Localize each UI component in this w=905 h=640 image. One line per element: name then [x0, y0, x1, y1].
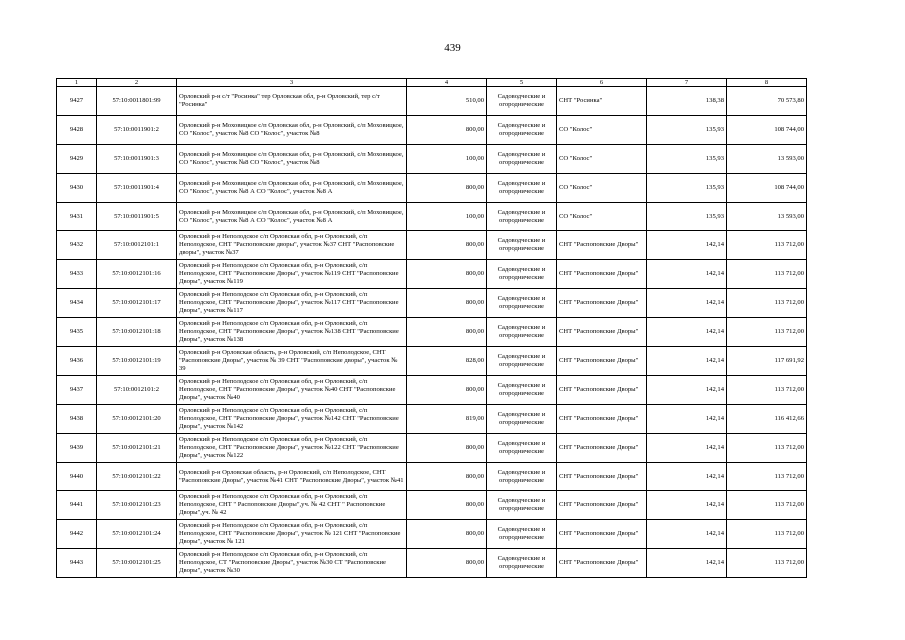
- cadastral-number: 57:10:0012101:21: [97, 433, 177, 462]
- row-number: 9427: [57, 87, 97, 116]
- table-row: [57, 549, 807, 578]
- cadastral-rate: 142,14: [647, 375, 727, 404]
- cadastral-number: 57:10:0012101:18: [97, 318, 177, 347]
- cadastral-number: 57:10:0011901:2: [97, 115, 177, 144]
- land-use-category: Садоводческие и огороднические: [487, 231, 557, 260]
- cadastral-number: 57:10:0012101:23: [97, 491, 177, 520]
- address: Орловский р-н Орловская область, р-н Орловский, с/п Неполодское, СНТ "Распоповские Дворы", участок №41 СНТ "Распоповские Дворы", участок №41: [177, 462, 407, 491]
- land-use-category: Садоводческие и огороднические: [487, 491, 557, 520]
- page-number: 439: [444, 42, 461, 54]
- table-row: [57, 289, 807, 318]
- address: Орловский р-н Неполодское с/п Орловская обл, р-н Орловский, с/п Неполодское, СНТ "Распоповские Дворы", участок №119 СНТ "Распоповские Дворы", участок №119: [177, 260, 407, 289]
- owner-name: СНТ "Распоповские Дворы": [557, 260, 647, 289]
- owner-name: СНТ "Распоповские Дворы": [557, 289, 647, 318]
- cadastral-rate: 142,14: [647, 289, 727, 318]
- cadastral-cost: 108 744,00: [727, 173, 807, 202]
- cadastral-rate: 142,14: [647, 318, 727, 347]
- column-header: 8: [727, 79, 807, 87]
- area: 100,00: [407, 144, 487, 173]
- cadastral-cost: 113 712,00: [727, 520, 807, 549]
- address: Орловский р-н Моховицкое с/п Орловская обл, р-н Орловский, с/п Моховицкое, СО "Колос", участок №8 СО "Колос", участок №8: [177, 144, 407, 173]
- area: 800,00: [407, 318, 487, 347]
- owner-name: СНТ "Распоповские Дворы": [557, 433, 647, 462]
- land-use-category: Садоводческие и огороднические: [487, 404, 557, 433]
- column-header: 1: [57, 79, 97, 87]
- row-number: 9431: [57, 202, 97, 231]
- cadastral-cost: 113 712,00: [727, 462, 807, 491]
- land-registry-table: [56, 78, 807, 578]
- column-number-row: [57, 79, 807, 87]
- area: 510,00: [407, 87, 487, 116]
- area: 819,00: [407, 404, 487, 433]
- address: Орловский р-н Неполодское с/п Орловская обл, р-н Орловский, с/п Неполодское, СНТ "Распоповские Дворы", участок №117 СНТ "Распоповские Дворы", участок №117: [177, 289, 407, 318]
- address: Орловский р-н Неполодское с/п Орловская обл, р-н Орловский, с/п Неполодское, СНТ "Распоповские Дворы", участок №138 СНТ "Распоповские Дворы", участок №138: [177, 318, 407, 347]
- cadastral-cost: 108 744,00: [727, 115, 807, 144]
- owner-name: СНТ "Распоповские Дворы": [557, 404, 647, 433]
- cadastral-cost: 13 593,00: [727, 202, 807, 231]
- cadastral-cost: 113 712,00: [727, 318, 807, 347]
- cadastral-rate: 135,93: [647, 144, 727, 173]
- table-row: [57, 144, 807, 173]
- row-number: 9437: [57, 375, 97, 404]
- land-use-category: Садоводческие и огороднические: [487, 318, 557, 347]
- row-number: 9435: [57, 318, 97, 347]
- cadastral-rate: 135,93: [647, 173, 727, 202]
- row-number: 9440: [57, 462, 97, 491]
- table-row: [57, 173, 807, 202]
- address: Орловский р-н с/т "Росинка" тер Орловская обл, р-н Орловский, тер с/т "Росинка": [177, 87, 407, 116]
- cadastral-cost: 113 712,00: [727, 375, 807, 404]
- address: Орловский р-н Моховицкое с/п Орловская обл, р-н Орловский, с/п Моховицкое, СО "Колос", участок №8 СО "Колос", участок №8: [177, 115, 407, 144]
- area: 800,00: [407, 375, 487, 404]
- land-use-category: Садоводческие и огороднические: [487, 144, 557, 173]
- owner-name: СНТ "Распоповские Дворы": [557, 231, 647, 260]
- cadastral-cost: 13 593,00: [727, 144, 807, 173]
- land-use-category: Садоводческие и огороднические: [487, 115, 557, 144]
- address: Орловский р-н Моховицкое с/п Орловская обл, р-н Орловский, с/п Моховицкое, СО "Колос", участок №8 А СО "Колос", участок №8 А: [177, 202, 407, 231]
- cadastral-number: 57:10:0011901:5: [97, 202, 177, 231]
- row-number: 9430: [57, 173, 97, 202]
- table-row: [57, 404, 807, 433]
- land-use-category: Садоводческие и огороднические: [487, 347, 557, 376]
- cadastral-cost: 113 712,00: [727, 433, 807, 462]
- owner-name: СНТ "Распоповские Дворы": [557, 549, 647, 578]
- table-body: [57, 87, 807, 578]
- area: 800,00: [407, 173, 487, 202]
- cadastral-rate: 142,14: [647, 347, 727, 376]
- owner-name: СО "Колос": [557, 144, 647, 173]
- table-row: [57, 318, 807, 347]
- address: Орловский р-н Неполодское с/п Орловская обл, р-н Орловский, с/п Неполодское, СНТ "Распоповские Дворы", участок №142 СНТ "Распоповские Дворы", участок №142: [177, 404, 407, 433]
- cadastral-rate: 142,14: [647, 260, 727, 289]
- cadastral-rate: 135,93: [647, 115, 727, 144]
- area: 800,00: [407, 462, 487, 491]
- area: 100,00: [407, 202, 487, 231]
- cadastral-rate: 138,38: [647, 87, 727, 116]
- area: 800,00: [407, 260, 487, 289]
- table-row: [57, 433, 807, 462]
- owner-name: СНТ "Распоповские Дворы": [557, 491, 647, 520]
- cadastral-cost: 113 712,00: [727, 549, 807, 578]
- address: Орловский р-н Орловская область, р-н Орловский, с/п Неполодское, СНТ "Распоповские Дворы", участок № 39 СНТ "Распоповские дворы", участок № 39: [177, 347, 407, 376]
- cadastral-rate: 142,14: [647, 433, 727, 462]
- land-use-category: Садоводческие и огороднические: [487, 87, 557, 116]
- column-header: 7: [647, 79, 727, 87]
- cadastral-number: 57:10:0012101:19: [97, 347, 177, 376]
- table-row: [57, 87, 807, 116]
- area: 800,00: [407, 520, 487, 549]
- table-row: [57, 375, 807, 404]
- owner-name: СО "Колос": [557, 173, 647, 202]
- table-row: [57, 347, 807, 376]
- cadastral-rate: 142,14: [647, 491, 727, 520]
- land-use-category: Садоводческие и огороднические: [487, 173, 557, 202]
- row-number: 9433: [57, 260, 97, 289]
- row-number: 9443: [57, 549, 97, 578]
- row-number: 9439: [57, 433, 97, 462]
- row-number: 9432: [57, 231, 97, 260]
- cadastral-cost: 70 573,80: [727, 87, 807, 116]
- area: 828,00: [407, 347, 487, 376]
- area: 800,00: [407, 289, 487, 318]
- land-use-category: Садоводческие и огороднические: [487, 462, 557, 491]
- table-row: [57, 462, 807, 491]
- cadastral-cost: 113 712,00: [727, 491, 807, 520]
- land-use-category: Садоводческие и огороднические: [487, 260, 557, 289]
- address: Орловский р-н Неполодское с/п Орловская обл, р-н Орловский, с/п Неполодское, СНТ "Распоповские Дворы", участок №40 СНТ "Распоповские Дворы", участок №40: [177, 375, 407, 404]
- owner-name: СО "Колос": [557, 202, 647, 231]
- cadastral-rate: 142,14: [647, 462, 727, 491]
- land-use-category: Садоводческие и огороднические: [487, 202, 557, 231]
- owner-name: СНТ "Распоповские Дворы": [557, 375, 647, 404]
- cadastral-number: 57:10:0012101:22: [97, 462, 177, 491]
- cadastral-rate: 142,14: [647, 404, 727, 433]
- column-header: 5: [487, 79, 557, 87]
- land-use-category: Садоводческие и огороднические: [487, 520, 557, 549]
- area: 800,00: [407, 491, 487, 520]
- row-number: 9438: [57, 404, 97, 433]
- owner-name: СНТ "Распоповские Дворы": [557, 347, 647, 376]
- cadastral-rate: 142,14: [647, 520, 727, 549]
- row-number: 9442: [57, 520, 97, 549]
- address: Орловский р-н Неполодское с/п Орловская обл, р-н Орловский, с/п Неполодское, СНТ " Распоповские Дворы",уч. № 42 СНТ " Распоповские Дворы",уч. № 42: [177, 491, 407, 520]
- cadastral-cost: 113 712,00: [727, 260, 807, 289]
- column-header: 6: [557, 79, 647, 87]
- address: Орловский р-н Неполодское с/п Орловская обл, р-н Орловский, с/п Неполодское, СТ "Распоповские Дворы", участок №30 СТ "Распоповские Дворы", участок №30: [177, 549, 407, 578]
- land-use-category: Садоводческие и огороднические: [487, 289, 557, 318]
- column-header: 3: [177, 79, 407, 87]
- owner-name: СНТ "Росинка": [557, 87, 647, 116]
- land-use-category: Садоводческие и огороднические: [487, 549, 557, 578]
- table-row: [57, 491, 807, 520]
- table-row: [57, 115, 807, 144]
- cadastral-number: 57:10:0011901:4: [97, 173, 177, 202]
- area: 800,00: [407, 549, 487, 578]
- row-number: 9434: [57, 289, 97, 318]
- cadastral-cost: 113 712,00: [727, 289, 807, 318]
- cadastral-number: 57:10:0012101:2: [97, 375, 177, 404]
- area: 800,00: [407, 231, 487, 260]
- owner-name: СНТ "Распоповские Дворы": [557, 520, 647, 549]
- cadastral-cost: 116 412,66: [727, 404, 807, 433]
- table-row: [57, 231, 807, 260]
- address: Орловский р-н Моховицкое с/п Орловская обл, р-н Орловский, с/п Моховицкое, СО "Колос", участок №8 А СО "Колос", участок №8 А: [177, 173, 407, 202]
- land-use-category: Садоводческие и огороднические: [487, 433, 557, 462]
- address: Орловский р-н Неполодское с/п Орловская обл, р-н Орловский, с/п Неполодское, СНТ "Распоповские Дворы", участок № 121 СНТ "Распоповские Дворы", участок № 121: [177, 520, 407, 549]
- column-header: 2: [97, 79, 177, 87]
- column-header: 4: [407, 79, 487, 87]
- owner-name: СНТ "Распоповские Дворы": [557, 462, 647, 491]
- cadastral-rate: 135,93: [647, 202, 727, 231]
- cadastral-number: 57:10:0012101:20: [97, 404, 177, 433]
- cadastral-number: 57:10:0012101:24: [97, 520, 177, 549]
- address: Орловский р-н Неполодское с/п Орловская обл, р-н Орловский, с/п Неполодское, СНТ "Распоповские Дворы", участок №122 СНТ "Распоповские Дворы", участок №122: [177, 433, 407, 462]
- cadastral-number: 57:10:0012101:16: [97, 260, 177, 289]
- row-number: 9429: [57, 144, 97, 173]
- cadastral-cost: 113 712,00: [727, 231, 807, 260]
- area: 800,00: [407, 115, 487, 144]
- cadastral-number: 57:10:0011901:3: [97, 144, 177, 173]
- cadastral-number: 57:10:0012101:1: [97, 231, 177, 260]
- land-use-category: Садоводческие и огороднические: [487, 375, 557, 404]
- cadastral-number: 57:10:0012101:17: [97, 289, 177, 318]
- table-row: [57, 202, 807, 231]
- cadastral-rate: 142,14: [647, 231, 727, 260]
- cadastral-number: 57:10:0012101:25: [97, 549, 177, 578]
- cadastral-cost: 117 691,92: [727, 347, 807, 376]
- table-row: [57, 260, 807, 289]
- cadastral-number: 57:10:0011801:99: [97, 87, 177, 116]
- owner-name: СНТ "Распоповские Дворы": [557, 318, 647, 347]
- row-number: 9436: [57, 347, 97, 376]
- table-row: [57, 520, 807, 549]
- row-number: 9428: [57, 115, 97, 144]
- owner-name: СО "Колос": [557, 115, 647, 144]
- row-number: 9441: [57, 491, 97, 520]
- address: Орловский р-н Неполодское с/п Орловская обл, р-н Орловский, с/п Неполодское, СНТ "Распоповские дворы", участок №37 СНТ "Распоповские дворы", участок №37: [177, 231, 407, 260]
- cadastral-rate: 142,14: [647, 549, 727, 578]
- area: 800,00: [407, 433, 487, 462]
